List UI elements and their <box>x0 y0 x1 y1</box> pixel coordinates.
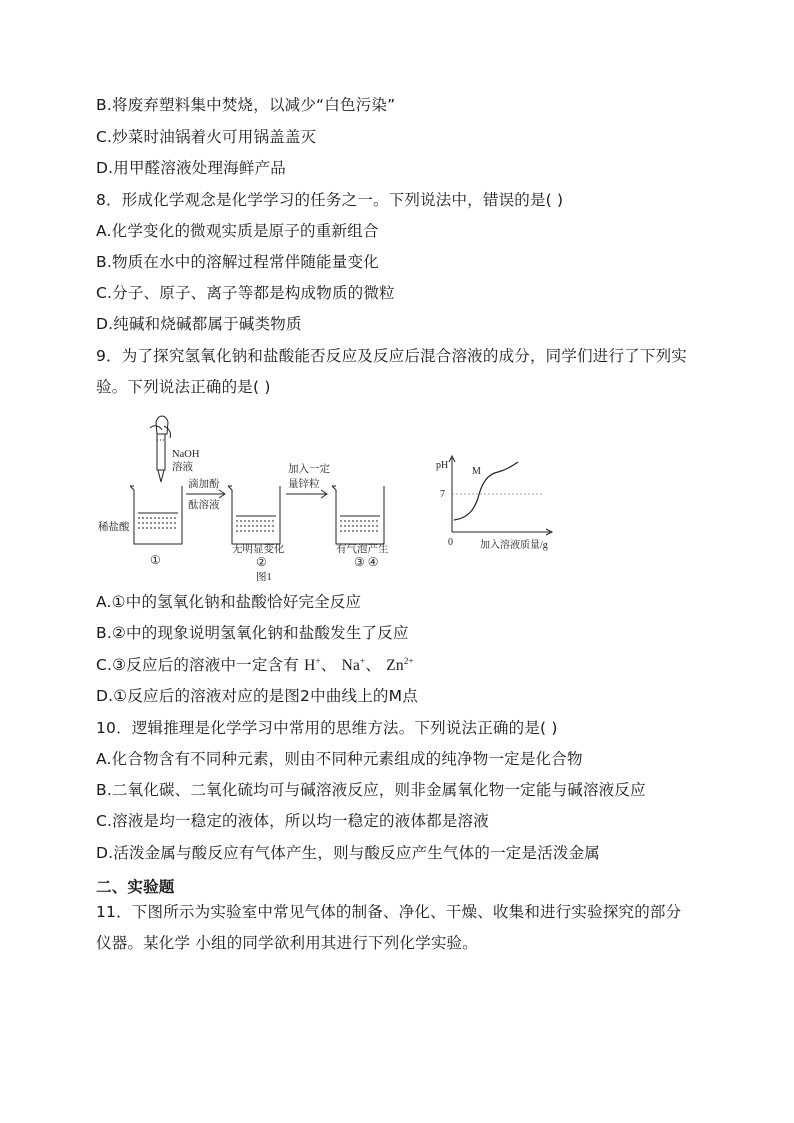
arrow-2 <box>286 490 327 498</box>
naoh-label-2: 溶液 <box>172 462 193 473</box>
option-8b: B.物质在水中的溶解过程常伴随能量变化 <box>96 253 379 271</box>
arrow-1 <box>186 490 225 498</box>
option-7d: D.用甲醛溶液处理海鲜产品 <box>96 159 286 177</box>
beaker-3 <box>332 486 384 544</box>
naoh-label: NaOH <box>172 449 200 460</box>
question-8-stem: 8．形成化学观念是化学学习的任务之一。下列说法中，错误的是( ) <box>96 191 564 209</box>
separator-1: 、 <box>320 656 337 674</box>
figure-2-ph-curve <box>432 452 564 556</box>
arrow-1-label-2: 酞溶液 <box>188 500 220 511</box>
beaker-1-number: ① <box>150 553 161 567</box>
ph-axis-label: pH <box>436 460 449 471</box>
acid-label: 稀盐酸 <box>98 522 130 533</box>
separator-2: 、 <box>365 656 382 674</box>
ion-h: H+ <box>304 656 321 674</box>
beaker-2 <box>228 486 280 544</box>
option-8a: A.化学变化的微观实质是原子的重新组合 <box>96 222 379 240</box>
beaker-1 <box>130 486 182 544</box>
option-10d: D.活泼金属与酸反应有气体产生，则与酸反应产生气体的一定是活泼金属 <box>96 844 600 862</box>
x-axis-label: 加入溶液质量/g <box>480 540 548 551</box>
figure-1-apparatus <box>98 412 420 584</box>
option-9b: B.②中的现象说明氢氧化钠和盐酸发生了反应 <box>96 624 409 642</box>
origin-label: 0 <box>448 537 453 548</box>
question-9-stem-line2: 验。下列说法正确的是( ) <box>96 378 271 396</box>
option-7b: B.将废弃塑料集中焚烧，以减少“白色污染” <box>96 96 396 114</box>
option-8d: D.纯碱和烧碱都属于碱类物质 <box>96 315 302 333</box>
ph-curve <box>454 462 518 520</box>
ph-axes <box>449 456 552 535</box>
beaker-2-number: ② <box>256 555 267 569</box>
option-8c: C.分子、原子、离子等都是构成物质的微粒 <box>96 284 395 302</box>
option-9c-prefix: C.③反应后的溶液中一定含有 <box>96 656 299 674</box>
point-m-label: M <box>472 466 481 477</box>
beaker-3-caption: 有气泡产生 <box>336 544 389 555</box>
ion-na: Na+ <box>341 656 366 674</box>
beaker-3-4-numbers: ③ ④ <box>354 555 379 569</box>
option-9c <box>96 655 414 676</box>
section-heading-experiment: 二、实验题 <box>96 878 175 896</box>
ph-7-label: 7 <box>440 489 445 500</box>
arrow-2-label-1: 加入一定 <box>288 464 330 475</box>
option-9a: A.①中的氢氧化钠和盐酸恰好完全反应 <box>96 593 362 611</box>
option-10a: A.化合物含有不同种元素，则由不同种元素组成的纯净物一定是化合物 <box>96 750 583 768</box>
question-11-stem-line1: 11．下图所示为实验室中常见气体的制备、净化、干燥、收集和进行实验探究的部分 <box>96 903 682 921</box>
dropper-icon <box>150 416 171 482</box>
option-9d: D.①反应后的溶液对应的是图2中曲线上的M点 <box>96 687 418 705</box>
arrow-2-label-2: 量锌粒 <box>288 479 320 490</box>
question-11-stem-line2: 仪器。某化学 小组的同学欲利用其进行下列化学实验。 <box>96 934 478 952</box>
ion-zn: $Zn^{2+}$ <box>386 656 414 674</box>
option-10c: C.溶液是均一稳定的液体，所以均一稳定的液体都是溶液 <box>96 812 489 830</box>
option-7c: C.炒菜时油锅着火可用锅盖盖灭 <box>96 128 317 146</box>
option-10b: B.二氧化碳、二氧化硫均可与碱溶液反应，则非金属氧化物一定能与碱溶液反应 <box>96 781 646 799</box>
beaker-2-caption: 无明显变化 <box>232 544 285 555</box>
question-10-stem: 10．逻辑推理是化学学习中常用的思维方法。下列说法正确的是( ) <box>96 719 558 737</box>
figure-1-caption: 图1 <box>256 572 272 583</box>
question-9-stem-line1: 9．为了探究氢氧化钠和盐酸能否反应及反应后混合溶液的成分，同学们进行了下列实 <box>96 347 687 365</box>
arrow-1-label-1: 滴加酚 <box>188 479 220 490</box>
